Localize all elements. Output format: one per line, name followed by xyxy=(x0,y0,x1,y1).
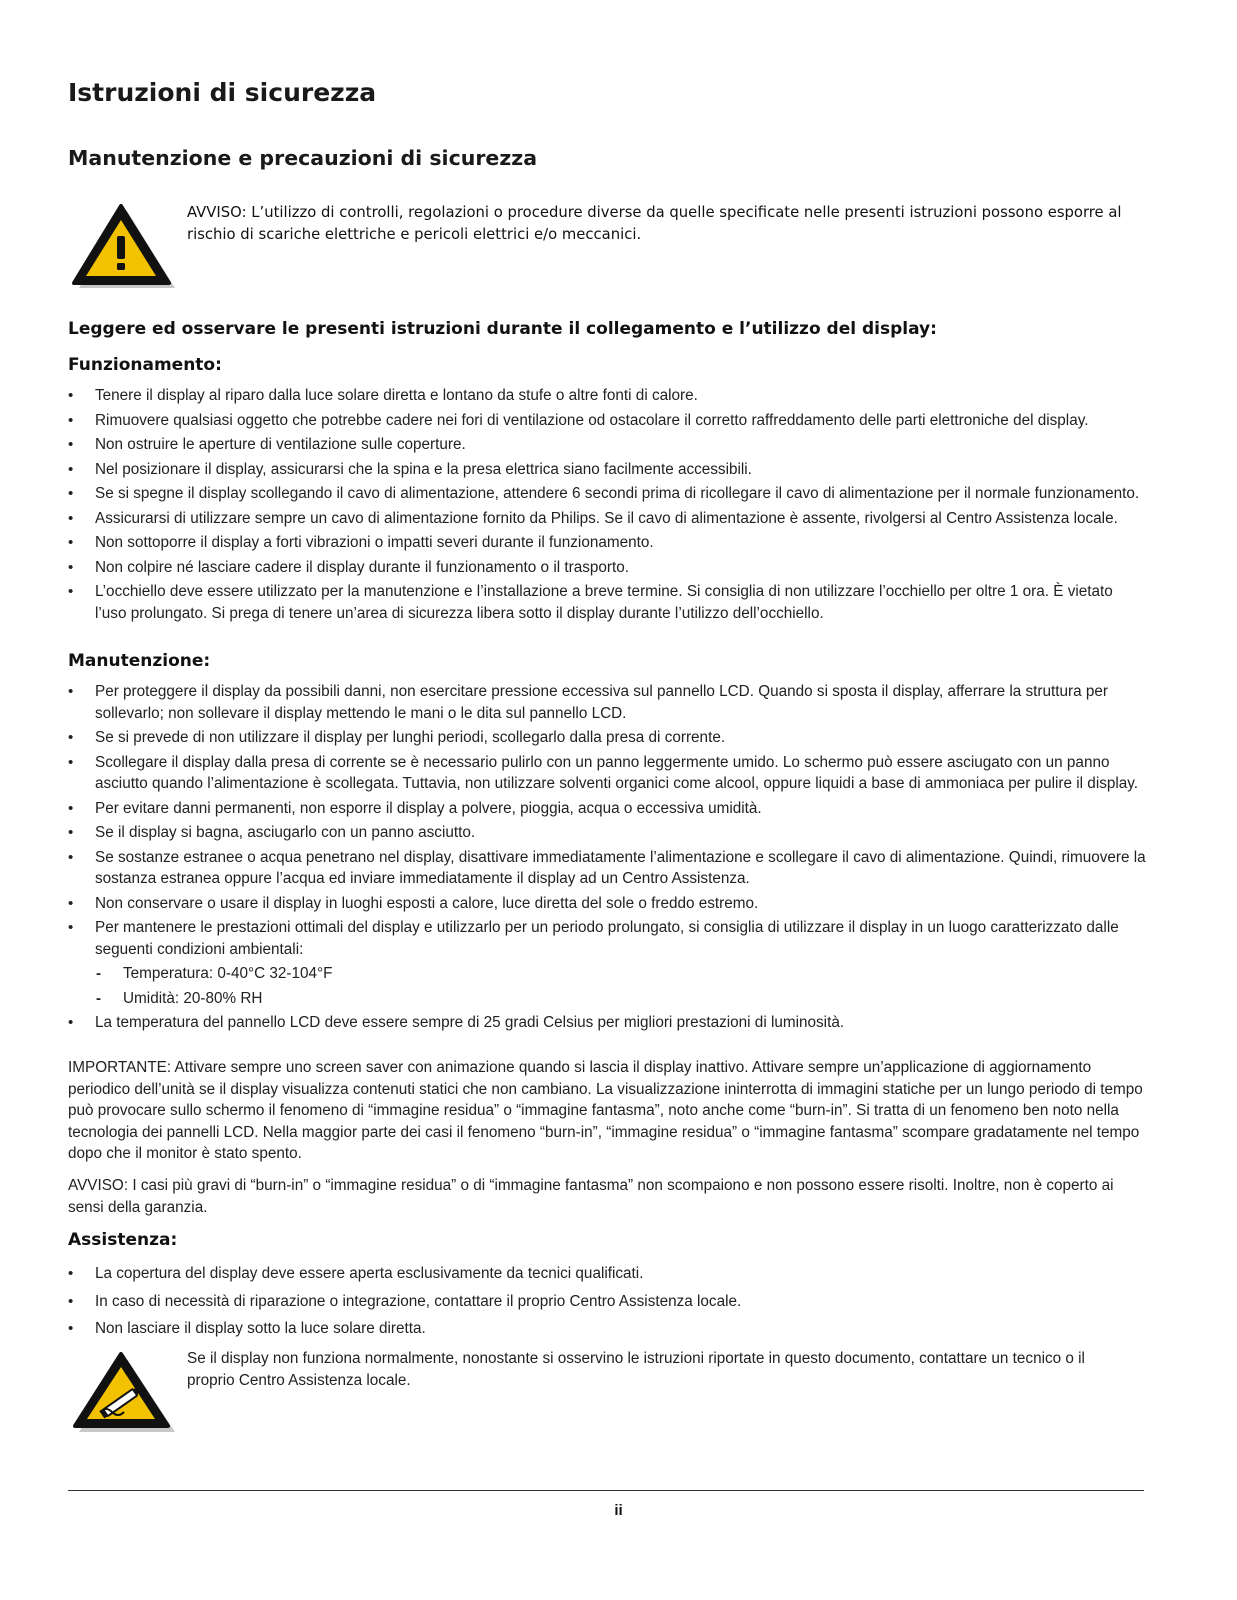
warning-text: AVVISO: L’utilizzo di controlli, regolazioni o procedure diverse da quelle specificate nelle presenti istruzioni possono esporre al rischio di scariche elettriche e pericoli elettrici e/o meccanici. xyxy=(187,204,1122,243)
list-item: • Tenere il display al riparo dalla luce solare diretta e lontano da stufe o altre fonti di calore. xyxy=(68,385,1148,407)
avviso-label: AVVISO xyxy=(68,1177,124,1194)
list-item: • Non lasciare il display sotto la luce solare diretta. xyxy=(68,1318,1148,1340)
assistenza-title: Assistenza: xyxy=(68,1230,178,1250)
list-item: • Nel posizionare il display, assicurarsi che la spina e la presa elettrica siano facilmente accessibili. xyxy=(68,459,1148,481)
list-item: • Per mantenere le prestazioni ottimali del display e utilizzarlo per un periodo prolungato, si consiglia di utilizzare il display in un luogo caratterizzato dalle seguenti condizioni ambientali: xyxy=(68,917,1148,960)
footer-divider xyxy=(68,1490,1144,1491)
importante-paragraph xyxy=(68,1057,1148,1165)
list-item: • Rimuovere qualsiasi oggetto che potrebbe cadere nei fori di ventilazione od ostacolare il corretto raffreddamento delle parti elettroniche del display. xyxy=(68,410,1148,432)
list-item: • Non sottoporre il display a forti vibrazioni o impatti severi durante il funzionamento. xyxy=(68,532,1148,554)
page-title: Istruzioni di sicurezza xyxy=(68,78,377,107)
avviso-paragraph xyxy=(68,1175,1148,1218)
list-item: • Scollegare il display dalla presa di corrente se è necessario pulirlo con un panno leggermente umido. Lo schermo può essere asciugato con un panno asciutto quando l’alimentazione è scollegata. Tuttavia, non utilizzare solventi organici come alcool, oppure liquidi a base di ammoniaca per pulire il display. xyxy=(68,752,1148,795)
avviso-text: : I casi più gravi di “burn-in” o “immagine residua” o di “immagine fantasma” non scompaiono e non possono essere risolti. Inoltre, non è coperto ai sensi della garanzia. xyxy=(68,1177,1114,1216)
warning-exclamation-icon xyxy=(72,202,176,292)
list-item: • Se si spegne il display scollegando il cavo di alimentazione, attendere 6 secondi prima di ricollegare il cavo di alimentazione per il normale funzionamento. xyxy=(68,483,1148,505)
list-item: • In caso di necessità di riparazione o integrazione, contattare il proprio Centro Assistenza locale. xyxy=(68,1291,1148,1313)
list-item: • Non colpire né lasciare cadere il display durante il funzionamento o il trasporto. xyxy=(68,557,1148,579)
list-item: • Se sostanze estranee o acqua penetrano nel display, disattivare immediatamente l’alimentazione e scollegare il cavo di alimentazione. Quindi, rimuovere la sostanza estranea oppure l’acqua ed inviare immediatamente il display ad un Centro Assistenza. xyxy=(68,847,1148,890)
list-sub-item: - Umidità: 20-80% RH xyxy=(68,988,1148,1010)
list-item: • Assicurarsi di utilizzare sempre un cavo di alimentazione fornito da Philips. Se il cavo di alimentazione è assente, rivolgersi al Centro Assistenza locale. xyxy=(68,508,1148,530)
list-item: • Se il display si bagna, asciugarlo con un panno asciutto. xyxy=(68,822,1148,844)
list-item: • Per proteggere il display da possibili danni, non esercitare pressione eccessiva sul pannello LCD. Quando si sposta il display, afferrare la struttura per sollevarlo; non sollevare il display mettendo le mani o le dita sul pannello LCD. xyxy=(68,681,1148,724)
assistenza-list xyxy=(68,1263,1148,1343)
note-text: Se il display non funziona normalmente, nonostante si osservino le istruzioni riportate in questo documento, contattare un tecnico o il proprio Centro Assistenza locale. xyxy=(187,1350,1085,1389)
list-item: • Per evitare danni permanenti, non esporre il display a polvere, pioggia, acqua o eccessiva umidità. xyxy=(68,798,1148,820)
funzionamento-list xyxy=(68,385,1148,627)
list-item: • La copertura del display deve essere aperta esclusivamente da tecnici qualificati. xyxy=(68,1263,1148,1285)
importante-label: IMPORTANTE xyxy=(68,1059,167,1076)
list-sub-item: - Temperatura: 0-40°C 32-104°F xyxy=(68,963,1148,985)
section-title: Manutenzione e precauzioni di sicurezza xyxy=(68,146,538,170)
list-item: • Non conservare o usare il display in luoghi esposti a calore, luce diretta del sole o freddo estremo. xyxy=(68,893,1148,915)
instructions-lead: Leggere ed osservare le presenti istruzioni durante il collegamento e l’utilizzo del display: xyxy=(68,319,937,339)
page-number: ii xyxy=(614,1502,623,1519)
list-item: • L’occhiello deve essere utilizzato per la manutenzione e l’installazione a breve termine. Si consiglia di non utilizzare l’occhiello per oltre 1 ora. È vietato l’uso prolungato. Si prega di tenere un’area di sicurezza libera sotto il display durante l’utilizzo dell’occhiello. xyxy=(68,581,1148,624)
manutenzione-list xyxy=(68,681,1148,1037)
note-pencil-icon xyxy=(72,1352,176,1442)
funzionamento-title: Funzionamento: xyxy=(68,355,222,375)
list-item: • Se si prevede di non utilizzare il display per lunghi periodi, scollegarlo dalla presa di corrente. xyxy=(68,727,1148,749)
manutenzione-title: Manutenzione: xyxy=(68,651,211,671)
list-item: • Non ostruire le aperture di ventilazione sulle coperture. xyxy=(68,434,1148,456)
list-item: • La temperatura del pannello LCD deve essere sempre di 25 gradi Celsius per migliori prestazioni di luminosità. xyxy=(68,1012,1148,1034)
importante-text: : Attivare sempre uno screen saver con animazione quando si lascia il display inattivo. Attivare sempre un’applicazione di aggiornamento periodico dell’unità se il display visualizza contenuti statici che non cambiano. La visualizzazione ininterrotta di immagini statiche per un lungo periodo di tempo può provocare sullo schermo il fenomeno di “immagine residua” o “immagine fantasma”, noto anche come “burn-in”. Si tratta di un fenomeno ben noto nella tecnologia dei pannelli LCD. Nella maggior parte dei casi il fenomeno “burn-in”, “immagine residua” o “immagine fantasma” scompare gradatamente nel tempo dopo che il monitor è stato spento. xyxy=(68,1059,1143,1162)
